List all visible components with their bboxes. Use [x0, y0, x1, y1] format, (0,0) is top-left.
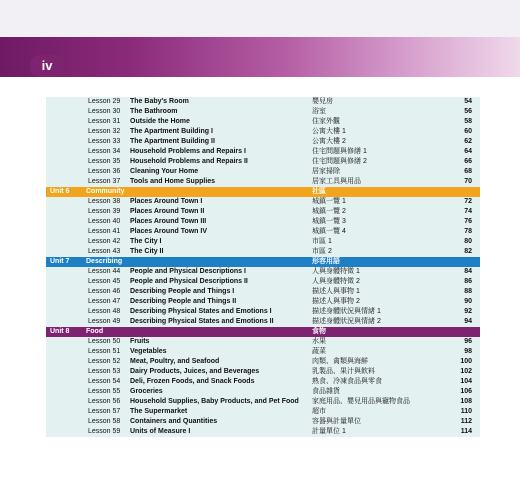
lesson-number: Lesson 57 — [88, 408, 121, 415]
toc-row — [46, 297, 480, 307]
toc-row — [46, 407, 480, 417]
lesson-chinese-title: 水果 — [312, 338, 326, 345]
lesson-number: Lesson 47 — [88, 298, 121, 305]
lesson-number: Lesson 40 — [88, 218, 121, 225]
page-number: 56 — [464, 108, 472, 115]
page-number: 70 — [464, 178, 472, 185]
lesson-chinese-title: 描述人與事物 1 — [312, 288, 360, 295]
page-number-tab: iv — [30, 55, 64, 77]
lesson-number: Lesson 45 — [88, 278, 121, 285]
lesson-title: Describing Physical States and Emotions II — [130, 318, 274, 325]
lesson-number: Lesson 36 — [88, 168, 121, 175]
lesson-title: Places Around Town II — [130, 208, 205, 215]
unit-8-header — [46, 327, 480, 337]
lesson-chinese-title: 描述身體狀況與情緒 1 — [312, 308, 381, 315]
toc-row — [46, 277, 480, 287]
lesson-title: The Supermarket — [130, 408, 188, 415]
page-number: 102 — [460, 368, 472, 375]
lesson-chinese-title: 食品雜貨 — [312, 388, 340, 395]
lesson-number: Lesson 52 — [88, 358, 121, 365]
unit-number: Unit 7 — [50, 258, 70, 265]
lesson-number: Lesson 48 — [88, 308, 121, 315]
lesson-number: Lesson 43 — [88, 248, 121, 255]
unit-7-header — [46, 257, 480, 267]
toc-row — [46, 267, 480, 277]
lesson-title: Household Problems and Repairs I — [130, 148, 246, 155]
lesson-chinese-title: 嬰兒房 — [312, 98, 333, 105]
page-number: 54 — [464, 98, 472, 105]
unit-chinese-name: 形容用語 — [312, 258, 340, 265]
lesson-number: Lesson 32 — [88, 128, 121, 135]
lesson-number: Lesson 58 — [88, 418, 121, 425]
lesson-title: Vegetables — [130, 348, 167, 355]
lesson-number: Lesson 49 — [88, 318, 121, 325]
page-number: 58 — [464, 118, 472, 125]
toc-row — [46, 367, 480, 377]
lesson-number: Lesson 30 — [88, 108, 121, 115]
lesson-title: Containers and Quantities — [130, 418, 218, 425]
lesson-chinese-title: 家庭用品、嬰兒用品與寵物食品 — [312, 398, 410, 405]
header-band — [0, 37, 520, 77]
page-number: 86 — [464, 278, 472, 285]
lesson-title: Units of Measure I — [130, 428, 191, 435]
page-number: 60 — [464, 128, 472, 135]
lesson-number: Lesson 42 — [88, 238, 121, 245]
lesson-number: Lesson 50 — [88, 338, 121, 345]
rows-unit6 — [46, 197, 480, 257]
lesson-number: Lesson 59 — [88, 428, 121, 435]
page-number: 114 — [460, 428, 472, 435]
page-number: 72 — [464, 198, 472, 205]
lesson-chinese-title: 城鎮一覽 2 — [312, 208, 346, 215]
page-number: 100 — [460, 358, 472, 365]
toc-row — [46, 147, 480, 157]
lesson-chinese-title: 市區 1 — [312, 238, 332, 245]
unit-chinese-name: 食物 — [312, 328, 326, 335]
lesson-number: Lesson 38 — [88, 198, 121, 205]
page-number: 96 — [464, 338, 472, 345]
lesson-title: Describing People and Things II — [130, 298, 237, 305]
toc-row — [46, 337, 480, 347]
toc-row — [46, 307, 480, 317]
page-number: 106 — [460, 388, 472, 395]
lesson-chinese-title: 居家工具與用品 — [312, 178, 361, 185]
top-background — [0, 0, 520, 37]
lesson-title: Describing People and Things I — [130, 288, 235, 295]
page-number: 76 — [464, 218, 472, 225]
lesson-chinese-title: 住宅問題與修繕 2 — [312, 158, 367, 165]
toc-row — [46, 377, 480, 387]
lesson-title: Meat, Poultry, and Seafood — [130, 358, 220, 365]
table-of-contents — [46, 97, 480, 437]
lesson-number: Lesson 37 — [88, 178, 121, 185]
lesson-chinese-title: 乳製品、果汁與飲料 — [312, 368, 375, 375]
toc-row — [46, 227, 480, 237]
lesson-chinese-title: 居家掃除 — [312, 168, 340, 175]
lesson-number: Lesson 35 — [88, 158, 121, 165]
lesson-number: Lesson 34 — [88, 148, 121, 155]
lesson-chinese-title: 計量單位 1 — [312, 428, 346, 435]
lesson-chinese-title: 公寓大樓 2 — [312, 138, 346, 145]
lesson-title: The Apartment Building I — [130, 128, 213, 135]
lesson-chinese-title: 肉類、禽類與海鮮 — [312, 358, 368, 365]
page-number: 82 — [464, 248, 472, 255]
toc-row — [46, 177, 480, 187]
toc-row — [46, 387, 480, 397]
toc-row — [46, 157, 480, 167]
lesson-number: Lesson 55 — [88, 388, 121, 395]
page-number: 90 — [464, 298, 472, 305]
unit-name: Describing — [86, 258, 123, 265]
toc-row — [46, 117, 480, 127]
unit-6-header — [46, 187, 480, 197]
page-number: 108 — [460, 398, 472, 405]
unit-number: Unit 6 — [50, 188, 70, 195]
toc-row — [46, 357, 480, 367]
toc-row — [46, 397, 480, 407]
lesson-title: Household Supplies, Baby Products, and Pet Food — [130, 398, 299, 405]
toc-row — [46, 137, 480, 147]
lesson-chinese-title: 城鎮一覽 3 — [312, 218, 346, 225]
toc-row — [46, 207, 480, 217]
lesson-chinese-title: 熟食、冷凍食品與零食 — [312, 378, 382, 385]
page-number: 112 — [460, 418, 472, 425]
toc-row — [46, 317, 480, 327]
lesson-number: Lesson 29 — [88, 98, 121, 105]
page-number: 62 — [464, 138, 472, 145]
lesson-number: Lesson 56 — [88, 398, 121, 405]
toc-row — [46, 217, 480, 227]
lesson-number: Lesson 44 — [88, 268, 121, 275]
page-number: 74 — [464, 208, 472, 215]
toc-row — [46, 347, 480, 357]
lesson-chinese-title: 住宅問題與修繕 1 — [312, 148, 367, 155]
rows-unit8 — [46, 337, 480, 437]
toc-row — [46, 97, 480, 107]
lesson-chinese-title: 描述身體狀況與情緒 2 — [312, 318, 381, 325]
unit-chinese-name: 社區 — [312, 188, 326, 195]
lesson-number: Lesson 54 — [88, 378, 121, 385]
lesson-title: People and Physical Descriptions I — [130, 268, 246, 275]
page-number: 92 — [464, 308, 472, 315]
toc-row — [46, 237, 480, 247]
page-number: 84 — [464, 268, 472, 275]
lesson-title: Deli, Frozen Foods, and Snack Foods — [130, 378, 255, 385]
lesson-title: Places Around Town III — [130, 218, 207, 225]
toc-row — [46, 417, 480, 427]
toc-row — [46, 107, 480, 117]
unit-name: Food — [86, 328, 104, 335]
lesson-chinese-title: 浴室 — [312, 108, 326, 115]
lesson-chinese-title: 超市 — [312, 408, 326, 415]
lesson-number: Lesson 46 — [88, 288, 121, 295]
page-number: 110 — [460, 408, 472, 415]
lesson-number: Lesson 53 — [88, 368, 121, 375]
toc-row — [46, 127, 480, 137]
lesson-title: Cleaning Your Home — [130, 168, 199, 175]
lesson-number: Lesson 41 — [88, 228, 121, 235]
lesson-title: Places Around Town I — [130, 198, 203, 205]
page-number: 68 — [464, 168, 472, 175]
page-number: 104 — [460, 378, 472, 385]
lesson-number: Lesson 39 — [88, 208, 121, 215]
lesson-title: The Apartment Building II — [130, 138, 215, 145]
lesson-title: Places Around Town IV — [130, 228, 208, 235]
lesson-chinese-title: 城鎮一覽 1 — [312, 198, 346, 205]
page-number: 66 — [464, 158, 472, 165]
lesson-number: Lesson 31 — [88, 118, 121, 125]
lesson-title: Fruits — [130, 338, 150, 345]
lesson-title: Outside the Home — [130, 118, 190, 125]
lesson-title: The City I — [130, 238, 162, 245]
lesson-title: The City II — [130, 248, 164, 255]
lesson-title: The Bathroom — [130, 108, 178, 115]
lesson-title: Groceries — [130, 388, 163, 395]
toc-row — [46, 197, 480, 207]
lesson-chinese-title: 市區 2 — [312, 248, 332, 255]
rows-unit5 — [46, 97, 480, 187]
lesson-title: People and Physical Descriptions II — [130, 278, 248, 285]
lesson-title: Tools and Home Supplies — [130, 178, 216, 185]
lesson-chinese-title: 公寓大樓 1 — [312, 128, 346, 135]
lesson-number: Lesson 33 — [88, 138, 121, 145]
page-number: 78 — [464, 228, 472, 235]
lesson-chinese-title: 人與身體特徵 2 — [312, 278, 360, 285]
lesson-chinese-title: 蔬菜 — [312, 348, 326, 355]
lesson-chinese-title: 住家外觀 — [312, 118, 340, 125]
rows-unit7 — [46, 267, 480, 327]
toc-row — [46, 427, 480, 437]
lesson-chinese-title: 描述人與事物 2 — [312, 298, 360, 305]
lesson-chinese-title: 人與身體特徵 1 — [312, 268, 360, 275]
lesson-title: The Baby's Room — [130, 98, 189, 105]
page-number: 98 — [464, 348, 472, 355]
unit-name: Community — [86, 188, 125, 195]
toc-row — [46, 247, 480, 257]
lesson-number: Lesson 51 — [88, 348, 121, 355]
page-number: 80 — [464, 238, 472, 245]
lesson-chinese-title: 城鎮一覽 4 — [312, 228, 346, 235]
unit-number: Unit 8 — [50, 328, 70, 335]
lesson-title: Household Problems and Repairs II — [130, 158, 248, 165]
page-number: 64 — [464, 148, 472, 155]
lesson-chinese-title: 容器與計量單位 — [312, 418, 361, 425]
lesson-title: Dairy Products, Juices, and Beverages — [130, 368, 260, 375]
toc-row — [46, 287, 480, 297]
lesson-title: Describing Physical States and Emotions I — [130, 308, 272, 315]
page-number: 88 — [464, 288, 472, 295]
toc-row — [46, 167, 480, 177]
page-number: 94 — [464, 318, 472, 325]
